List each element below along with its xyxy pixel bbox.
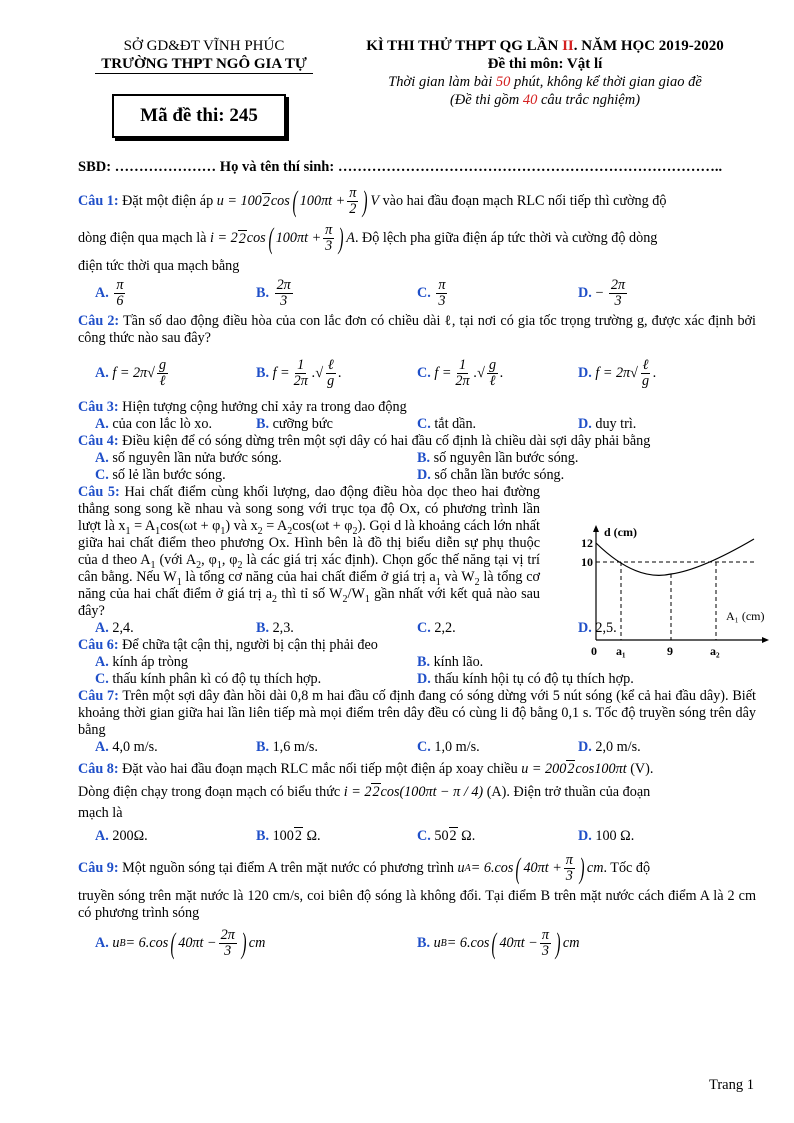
option-letter: A. — [95, 739, 109, 755]
options-q3 — [78, 416, 756, 433]
option-text: 4,0 m/s. — [112, 739, 158, 755]
option-text: kính áp tròng — [112, 654, 188, 670]
question-label: Câu 1: — [78, 193, 119, 209]
question-text: . Tốc độ — [603, 860, 651, 876]
option-letter: D. — [578, 739, 592, 755]
option-text: 1,6 m/s. — [272, 739, 318, 755]
count-b: câu trắc nghiệm) — [537, 92, 641, 108]
option-b[interactable]: B. u B = 6.cos ( 40πt − $\frac{\pi}{3}$ ) cm — [417, 926, 580, 960]
option-letter: C. — [95, 467, 109, 483]
question-text: xác định). Chọn gốc thế năng tại vị trí cân bằng. Nếu W — [78, 552, 540, 585]
graph-a1: a₁ — [616, 644, 626, 658]
option-text: 2,2. — [434, 620, 456, 636]
option-letter: D. — [417, 671, 431, 687]
question-3 — [78, 399, 756, 416]
question-7 — [78, 688, 756, 739]
option-a[interactable]: A. $\frac{\pi}{6}$ — [95, 277, 124, 309]
question-text: mạch là — [78, 805, 123, 821]
option-letter: C. — [417, 739, 431, 755]
options-q4-row1 — [78, 450, 756, 467]
option-letter: A. — [95, 416, 109, 432]
option-c[interactable] — [417, 739, 578, 756]
option-a[interactable]: A. u B = 6.cos ( 40πt − $\frac{2\pi}{3}$ ) cm — [95, 926, 266, 960]
graph-y10: 10 — [581, 555, 593, 569]
option-text: số nguyên lần nửa bước sóng. — [112, 450, 282, 466]
time-a: Thời gian làm bài — [388, 74, 496, 90]
question-text: Một nguồn sóng tại điểm A trên mặt nước có phương trình — [122, 860, 454, 876]
question-text: . Độ lệch pha giữa điện áp tức thời và cường độ dòng — [354, 230, 658, 246]
option-letter: D. — [578, 620, 592, 636]
option-letter: B. — [256, 284, 270, 301]
option-c[interactable] — [417, 416, 578, 433]
department: SỞ GD&ĐT VĨNH PHÚC — [123, 38, 285, 54]
formula-i8: i = 22cos(100πt − π / 4) — [343, 784, 484, 800]
option-d[interactable] — [578, 739, 739, 756]
question-text: vào hai đầu đoạn mạch RLC nối tiếp thì cường độ — [382, 193, 667, 209]
option-letter: A. — [95, 364, 109, 381]
option-letter: D. — [578, 284, 592, 301]
question-1-cont — [78, 223, 756, 254]
question-label: Câu 9: — [78, 860, 119, 876]
count-number: 40 — [522, 92, 538, 108]
y-axis-arrow — [593, 525, 599, 532]
option-c[interactable] — [95, 671, 417, 688]
question-label: Câu 8: — [78, 761, 119, 777]
option-text: của con lắc lò xo. — [112, 416, 213, 432]
question-4 — [78, 433, 756, 450]
question-text: Dòng điện chạy trong đoạn mạch có biểu thức — [78, 784, 341, 800]
header-left — [82, 37, 326, 74]
option-letter: C. — [417, 828, 431, 844]
option-letter: D. — [578, 416, 592, 432]
option-text: 1,0 m/s. — [434, 739, 480, 755]
exam-title — [355, 37, 735, 55]
option-letter: B. — [256, 620, 270, 636]
question-text: Hai chất điểm cùng khối lượng, dao động điều hòa dọc theo hai đường thẳng song song kề nhau và song song với trục tọa độ Ox, có phương trình lần lượt là x — [78, 484, 541, 534]
option-letter: A. — [95, 450, 109, 466]
formula-i: i = 2 2 cos ( 100πt + $\frac{\pi}{3}$ ) A — [209, 221, 355, 255]
option-text: 2,3. — [272, 620, 294, 636]
option-b[interactable]: B. 1002 Ω. — [256, 828, 321, 844]
question-text: (V). — [630, 761, 654, 777]
question-8-cont — [78, 784, 756, 801]
exam-round: II — [562, 38, 574, 54]
graph-a2: a₂ — [710, 644, 720, 658]
question-text: Đặt một điện áp — [122, 193, 214, 209]
question-text: gần nhất với kết quả nào sau đây? — [78, 586, 540, 619]
question-text: truyền sóng trên mặt nước là 120 cm/s, coi biên độ sóng là không đổi. Tại điểm B trên mặt nước cách điểm A là 2 cm có phương trình sóng — [78, 888, 756, 921]
question-label: Câu 4: — [78, 433, 119, 449]
option-text: tắt dần. — [434, 416, 477, 432]
option-text: số lẻ lần bước sóng. — [112, 467, 226, 483]
question-8 — [78, 761, 756, 778]
question-5: Câu 5: Hai chất điểm cùng khối lượng, dao động điều hòa dọc theo hai đường thẳng song song kề nhau và song song với trục tọa độ Ox, có phương trình lần lượt là $x_1 = A_1\cos(\omega t + \varphi_1)$ và $x_2 = A_2\cos(\omega t + \varphi_2)$. Gọi d là khoảng cách lớn nhất giữa hai chất điểm theo phương Ox. Hình bên là đồ thị biểu diễn sự phụ thuộc của d theo $A_1$ (với $A_2$, $\varphi_1$, $\varphi_2$ là các giá trị xác định). Chọn gốc thế năng tại vị trí cân bằng. Nếu $W_1$ là tổng cơ năng của hai chất điểm ở giá trị $a_1$ và $W_2$ là tổng cơ năng của hai chất điểm ở giá trị $a_2$ thì tỉ số $W_2/W_1$ gần nhất với kết quả nào sau đây? — [78, 484, 541, 619]
d-curve — [596, 539, 754, 575]
option-letter: B. — [256, 364, 270, 381]
option-text: cưỡng bức — [272, 416, 333, 432]
question-label: Câu 3: — [78, 399, 119, 415]
formula-u: u = 100 2 cos ( 100πt + $\frac{\pi}{2}$ ) V — [216, 184, 380, 218]
question-label: Câu 6: — [78, 637, 119, 653]
option-text: số nguyên lần bước sóng. — [433, 450, 579, 466]
options-q2 — [78, 351, 756, 395]
time-minutes: 50 — [495, 74, 511, 90]
option-d[interactable]: D. − $\frac{2\pi}{3}$ — [578, 277, 626, 309]
question-text: Điều kiện để có sóng dừng trên một sợi dây có hai đầu cố định là chiều dài sợi dây phải bằng — [122, 433, 651, 449]
question-2 — [78, 313, 756, 347]
options-q6-row2 — [78, 671, 756, 688]
option-d[interactable]: D. f = 2π√ $\frac{\text{ℓ}}{g}$ . — [578, 356, 657, 389]
option-text: kính lão. — [433, 654, 484, 670]
option-c[interactable]: C. f = $\frac{1}{2\pi}$ .√ $\frac{g}{\text{ℓ}}$ . — [417, 356, 504, 389]
school-underline — [95, 73, 313, 74]
option-letter: B. — [256, 416, 270, 432]
option-letter: B. — [417, 935, 431, 951]
formula-uA: u A = 6.cos ( 40πt + $\frac{\pi}{3}$ ) cm — [457, 851, 604, 885]
page-number: Trang 1 — [709, 1077, 754, 1093]
candidate-info-line: SBD: ………………… Họ và tên thí sinh: …………………………………………………………………….. — [78, 159, 723, 175]
question-text: Đặt vào hai đầu đoạn mạch RLC mắc nối tiếp một điện áp xoay chiều — [122, 761, 518, 777]
question-count — [355, 91, 735, 109]
option-d[interactable] — [417, 671, 739, 688]
option-letter: D. — [417, 467, 431, 483]
option-b[interactable]: B. $\frac{2\pi}{3}$ — [256, 277, 291, 309]
option-c[interactable] — [417, 620, 578, 637]
option-letter: C. — [417, 364, 431, 381]
option-a[interactable] — [95, 450, 417, 467]
option-c[interactable] — [95, 467, 417, 484]
exam-title-b: . NĂM HỌC 2019-2020 — [573, 38, 724, 54]
d-vs-a1-graph — [576, 522, 774, 670]
question-text: Trên một sợi dây đàn hồi dài 0,8 m hai đầu cố định đang có sóng dừng với 5 nút sóng (kể cả hai đầu dây). Biết khoảng thời gian giữa hai lần liên tiếp mà mọi điểm trên dây đều có cùng li độ bằng 0,1 s. Tốc độ truyền sóng trên dây bằng — [78, 688, 756, 738]
option-text: thấu kính phân kì có độ tụ thích hợp. — [112, 671, 322, 687]
graph-xlabel: A₁ (cm) — [726, 609, 765, 623]
exam-time — [355, 73, 735, 91]
option-letter: D. — [578, 364, 592, 381]
exam-code-box: Mã đề thi: 245 — [112, 94, 286, 138]
question-text: Để chữa tật cận thị, người bị cận thị phải đeo — [122, 637, 378, 653]
option-letter: C. — [417, 416, 431, 432]
graph-x9: 9 — [667, 644, 673, 658]
options-q1 — [78, 278, 756, 309]
graph-origin: 0 — [591, 644, 597, 658]
option-letter: D. — [578, 828, 592, 844]
school-name: TRƯỜNG THPT NGÔ GIA TỰ — [101, 56, 307, 72]
option-text: 2,5. — [595, 620, 617, 636]
option-b[interactable] — [256, 739, 417, 756]
option-letter: B. — [256, 739, 270, 755]
question-text: là tổng cơ năng của hai chất điểm ở giá trị a — [185, 569, 436, 585]
option-b[interactable] — [256, 416, 417, 433]
option-letter: A. — [95, 620, 109, 636]
x-axis-arrow — [762, 637, 769, 643]
option-text: 2,4. — [112, 620, 134, 636]
question-label: Câu 7: — [78, 688, 119, 704]
graph-ylabel: d (cm) — [604, 525, 637, 539]
question-text: (A). Điện trở thuần của đoạn — [486, 784, 651, 800]
option-d[interactable]: D. 100 Ω. — [578, 828, 635, 844]
option-letter: A. — [95, 654, 109, 670]
options-q4-row2 — [78, 467, 756, 484]
question-text: điện tức thời qua mạch bằng — [78, 258, 240, 274]
question-text: Tần số dao động điều hòa của con lắc đơn có chiều dài ℓ, tại nơi có gia tốc trọng trường g, được xác định bởi công thức nào sau đây? — [78, 313, 756, 346]
option-a[interactable]: A. 200Ω. — [95, 828, 148, 844]
option-letter: B. — [417, 654, 431, 670]
option-b[interactable]: B. f = $\frac{1}{2\pi}$ .√ $\frac{\text{ℓ}}{g}$ . — [256, 356, 342, 389]
option-c[interactable]: C. $\frac{\pi}{3}$ — [417, 277, 446, 309]
question-text: Hiện tượng cộng hưởng chỉ xảy ra trong dao động — [122, 399, 407, 415]
options-q7 — [78, 739, 756, 756]
option-letter: A. — [95, 284, 109, 301]
question-text: dòng điện qua mạch là — [78, 230, 207, 246]
option-letter: C. — [95, 671, 109, 687]
question-label: Câu 5: — [78, 484, 120, 500]
question-text: là tổng cơ năng của hai chất điểm ở giá trị a — [78, 569, 541, 602]
option-letter: C. — [417, 620, 431, 636]
option-text: số chẵn lần bước sóng. — [434, 467, 565, 483]
option-a[interactable] — [95, 620, 256, 637]
option-d[interactable] — [578, 416, 739, 433]
formula-u8: u = 2002cos100πt — [521, 761, 627, 777]
option-letter: A. — [95, 828, 109, 844]
option-a[interactable] — [95, 416, 256, 433]
header-right — [355, 37, 735, 109]
options-q8 — [78, 828, 756, 845]
option-a[interactable]: A. f = 2π√ $\frac{g}{\text{ℓ}}$ — [95, 356, 167, 389]
option-letter: C. — [417, 284, 431, 301]
option-letter: B. — [417, 450, 431, 466]
question-label: Câu 2: — [78, 313, 120, 329]
option-text: duy trì. — [595, 416, 637, 432]
option-letter: B. — [256, 828, 270, 844]
question-1 — [78, 186, 756, 217]
option-letter: A. — [95, 935, 109, 951]
option-a[interactable] — [95, 739, 256, 756]
question-text: d là khoảng cách lớn nhất giữa hai chất điểm theo phương Ox. Hình bên là đồ thị biểu diễn sự phụ thuộc của d theo A — [78, 518, 540, 568]
exam-subject: Đề thi môn: Vật lí — [487, 56, 603, 72]
option-a[interactable] — [95, 654, 417, 671]
option-c[interactable]: C. 502 Ω. — [417, 828, 476, 844]
option-d[interactable] — [417, 467, 739, 484]
option-b[interactable] — [256, 620, 417, 637]
option-text: 2,0 m/s. — [595, 739, 641, 755]
option-text: thấu kính hội tụ có độ tụ thích hợp. — [434, 671, 634, 687]
count-a: (Đề thi gồm — [449, 92, 523, 108]
question-9 — [78, 853, 756, 884]
graph-y12: 12 — [581, 536, 593, 550]
options-q9 — [78, 928, 756, 959]
exam-title-a: KÌ THI THỬ THPT QG LẦN — [366, 38, 563, 54]
option-b[interactable] — [417, 450, 739, 467]
question-text: thì tỉ số W — [281, 586, 343, 602]
time-b: phút, không kể thời gian giao đề — [510, 74, 702, 90]
